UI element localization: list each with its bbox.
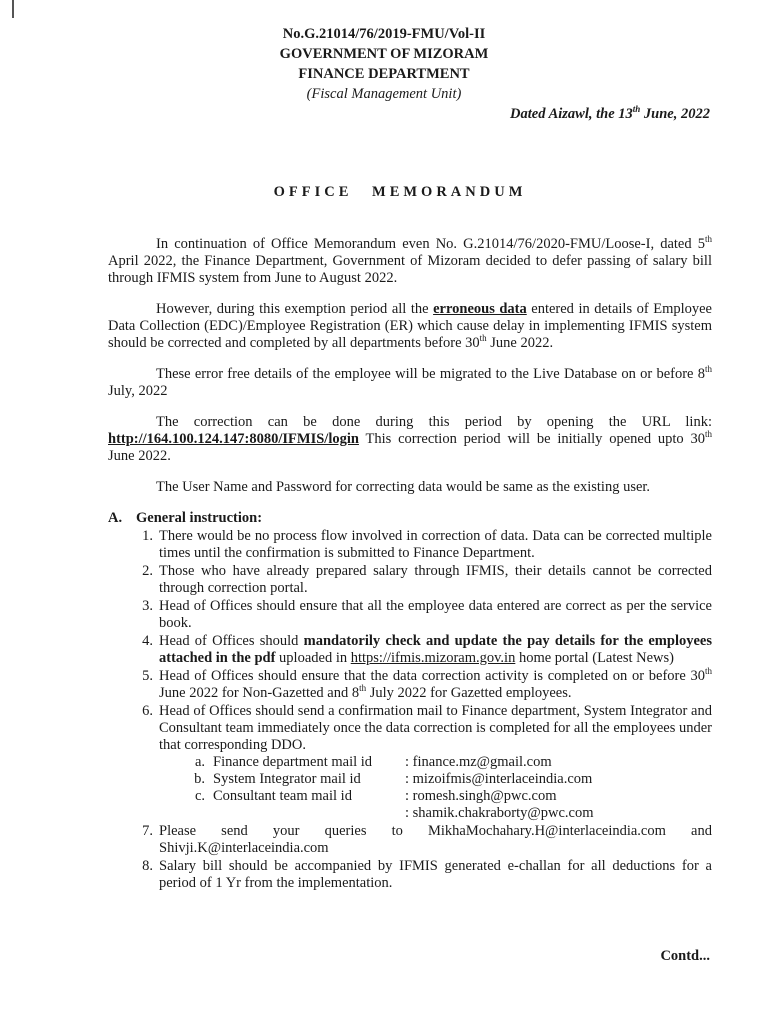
memo-body (108, 236, 712, 893)
instruction-item: 2. Those who have already prepared salary through IFMIS, their details cannot be corrected through correction portal. (142, 563, 712, 596)
query-email-1[interactable]: MikhaMochahary.H@interlaceindia.com (428, 823, 666, 839)
ifmis-portal-link[interactable]: https://ifmis.mizoram.gov.in (350, 650, 516, 666)
paragraph-4: The correction can be done during this period by opening the URL link: http://164.100.124.147:8080/IFMIS/login This correction period will be initially opened upto 30th June 2022. (108, 414, 712, 464)
ifmis-login-link[interactable]: http://164.100.124.147:8080/IFMIS/login (108, 431, 359, 447)
instruction-item: 6. Head of Offices should send a confirmation mail to Finance department, System Integrator and Consultant team immediately once the data correction is completed for all the employees under that corresponding DDO. a. Finance department mail id : finance.mz@gmail.com b. System Integrator mail id : mizoifmis@interlaceindia.com c. Consultant team mail id : romesh.singh@pwc.com : shamik.chakraborty@pwc.com (142, 703, 712, 821)
scan-margin-mark (12, 0, 14, 18)
dated-line: Dated Aizawl, the 13th June, 2022 (510, 104, 710, 122)
reference-number: No.G.21014/76/2019-FMU/Vol-II (282, 26, 486, 42)
instruction-list (108, 528, 712, 892)
instruction-item: 3. Head of Offices should ensure that all the employee data entered are correct as per the service book. (142, 598, 712, 631)
mail-id-list (159, 754, 712, 822)
paragraph-1: In continuation of Office Memorandum even No. G.21014/76/2020-FMU/Loose-I, dated 5th April 2022, the Finance Department, Government of Mizoram decided to defer passing of salary bill through IFMIS system from June to August 2022. (108, 234, 712, 286)
mail-id-row: b. System Integrator mail id : mizoifmis@interlaceindia.com (194, 771, 593, 787)
instruction-item: 1. There would be no process flow involved in correction of data. Data can be corrected multiple times until the confirmation is submitted to Finance Department. (142, 528, 712, 561)
department-name: FINANCE DEPARTMENT (298, 66, 470, 82)
mail-id-row: a. Finance department mail id : finance.mz@gmail.com (194, 754, 552, 770)
erroneous-data-emphasis: erroneous data (433, 301, 527, 317)
memo-title: OFFICE MEMORANDUM (273, 184, 527, 200)
section-heading: A. General instruction: (108, 510, 263, 526)
queries-line: Please send your queries to MikhaMochahary.H@interlaceindia.com and (159, 823, 712, 839)
unit-name: (Fiscal Management Unit) (306, 86, 462, 102)
query-email-2[interactable]: Shivji.K@interlaceindia.com (159, 840, 329, 856)
paragraph-3: These error free details of the employee will be migrated to the Live Database on or before 8th July, 2022 (108, 364, 712, 399)
paragraph-2: However, during this exemption period all the erroneous data entered in details of Employee Data Collection (EDC)/Employee Registration (ER) which cause delay in implementing IFMIS system should be corrected and completed by all departments before 30th June 2022. (108, 301, 712, 351)
mail-id-row: : shamik.chakraborty@pwc.com (405, 805, 594, 821)
government-name: GOVERNMENT OF MIZORAM (279, 46, 489, 62)
paragraph-5: The User Name and Password for correcting data would be same as the existing user. (156, 479, 651, 495)
instruction-item: 5. Head of Offices should ensure that the data correction activity is completed on or before 30th June 2022 for Non-Gazetted and 8th July 2022 for Gazetted employees. (142, 666, 712, 701)
document-header (0, 24, 768, 104)
instruction-item: 7. Please send your queries to MikhaMochahary.H@interlaceindia.com and Shivji.K@interlaceindia.com (142, 823, 712, 856)
continued-marker: Contd... (660, 948, 710, 964)
instruction-item: 4. Head of Offices should mandatorily check and update the pay details for the employees attached in the pdf uploaded in https://ifmis.mizoram.gov.in home portal (Latest News) (142, 633, 712, 666)
mail-id-row: c. Consultant team mail id : romesh.singh@pwc.com (194, 788, 557, 804)
instruction-item: 8. Salary bill should be accompanied by IFMIS generated e-challan for all deductions for a period of 1 Yr from the implementation. (142, 858, 712, 891)
